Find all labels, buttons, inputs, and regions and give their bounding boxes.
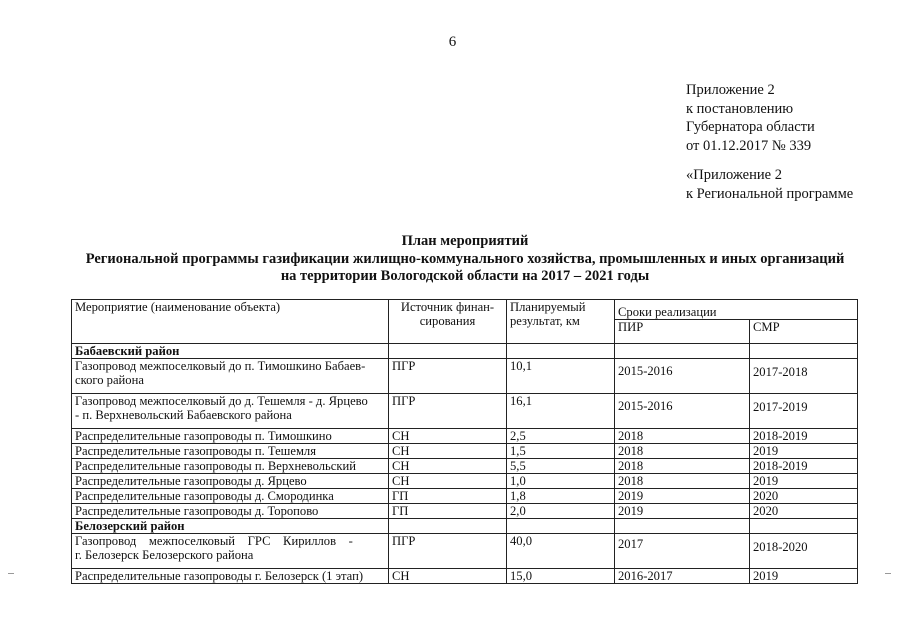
plan-table: [71, 299, 858, 584]
cell-source: СН: [389, 429, 507, 444]
cell-name: Распределительные газопроводы д. Смородинка: [72, 489, 389, 504]
cell-source: СН: [389, 459, 507, 474]
cell-name: Распределительные газопроводы п. Тешемля: [72, 444, 389, 459]
margin-mark-left: [8, 573, 14, 574]
cell-smr: 2017-2019: [750, 394, 858, 429]
cell-name: Распределительные газопроводы г. Белозерск (1 этап): [72, 569, 389, 584]
cell-name: [72, 359, 389, 394]
district-name: Бабаевский район: [72, 344, 389, 359]
cell-name-line: Газопровод межпоселковый ГРС Кириллов -: [75, 534, 353, 548]
table-row: [72, 429, 858, 444]
cell-name-line: Газопровод межпоселковый до п. Тимошкино Бабаев-: [75, 359, 366, 373]
title-line: План мероприятий: [401, 233, 529, 249]
cell-source: СН: [389, 444, 507, 459]
cell-result: 10,1: [507, 359, 615, 394]
cell-source: СН: [389, 474, 507, 489]
cell-pir: 2015-2016: [615, 394, 750, 429]
table-row: [72, 444, 858, 459]
table-row: [72, 534, 858, 569]
cell-name: Распределительные газопроводы п. Тимошкино: [72, 429, 389, 444]
cell-result: 2,5: [507, 429, 615, 444]
cell-smr: 2018-2019: [750, 459, 858, 474]
cell-smr: 2020: [750, 489, 858, 504]
cell-name-line: ского района: [75, 373, 144, 387]
cell-pir: 2019: [615, 489, 750, 504]
cell-result: 1,0: [507, 474, 615, 489]
district-row: [72, 519, 858, 534]
cell-name: Распределительные газопроводы д. Ярцево: [72, 474, 389, 489]
appendix-line: от 01.12.2017 № 339: [686, 137, 812, 154]
cell-smr: 2018-2019: [750, 429, 858, 444]
table-row: [72, 359, 858, 394]
cell-result: 15,0: [507, 569, 615, 584]
cell-name-line: г. Белозерск Белозерского района: [75, 548, 254, 562]
cell-smr: 2019: [750, 444, 858, 459]
cell-name: [72, 394, 389, 429]
header-terms: Сроки реализации: [615, 300, 858, 320]
cell-name-line: - п. Верхневольский Бабаевского района: [75, 408, 292, 422]
cell-smr: 2017-2018: [750, 359, 858, 394]
table-row: [72, 474, 858, 489]
cell-smr: 2019: [750, 474, 858, 489]
cell-result: 1,8: [507, 489, 615, 504]
cell-pir: 2018: [615, 459, 750, 474]
appendix-line: к постановлению: [686, 100, 794, 117]
document-title: [0, 233, 905, 286]
cell-name-line: Газопровод межпоселковый до д. Тешемля - д. Ярцево: [75, 394, 368, 408]
header-name: Мероприятие (наименование объекта): [72, 300, 389, 344]
district-row: [72, 344, 858, 359]
table-row: [72, 394, 858, 429]
cell-source: ПГР: [389, 359, 507, 394]
header-result-line1: Планируемый: [510, 300, 586, 314]
cell-source: ПГР: [389, 394, 507, 429]
appendix-quote-line: «Приложение 2: [686, 167, 782, 183]
cell-source: ПГР: [389, 534, 507, 569]
title-line: на территории Вологодской области на 2017 – 2021 годы: [280, 268, 650, 284]
cell-result: 16,1: [507, 394, 615, 429]
cell-name: Распределительные газопроводы п. Верхневольский: [72, 459, 389, 474]
appendix-quote-line: к Региональной программе: [686, 185, 854, 202]
cell-source: ГП: [389, 489, 507, 504]
header-result-line2: результат, км: [510, 314, 580, 328]
header-result: [507, 300, 615, 344]
cell-pir: 2015-2016: [615, 359, 750, 394]
cell-pir: 2016-2017: [615, 569, 750, 584]
header-source-line2: сирования: [419, 314, 476, 328]
cell-result: 40,0: [507, 534, 615, 569]
table-row: [72, 504, 858, 519]
cell-pir: 2019: [615, 504, 750, 519]
cell-result: 5,5: [507, 459, 615, 474]
cell-pir: 2018: [615, 444, 750, 459]
header-smr: СМР: [750, 320, 858, 344]
header-source: [389, 300, 507, 344]
table-header-row: [72, 300, 858, 320]
cell-smr: 2019: [750, 569, 858, 584]
cell-source: ГП: [389, 504, 507, 519]
appendix-line: Губернатора области: [686, 119, 815, 135]
cell-source: СН: [389, 569, 507, 584]
table-row: [72, 569, 858, 584]
cell-smr: 2018-2020: [750, 534, 858, 569]
cell-name: Распределительные газопроводы д. Торопово: [72, 504, 389, 519]
margin-mark-right: [885, 573, 891, 574]
cell-pir: 2018: [615, 429, 750, 444]
cell-result: 1,5: [507, 444, 615, 459]
table-row: [72, 459, 858, 474]
header-pir: ПИР: [615, 320, 750, 344]
district-name: Белозерский район: [72, 519, 389, 534]
cell-smr: 2020: [750, 504, 858, 519]
cell-name: [72, 534, 389, 569]
appendix-line: Приложение 2: [686, 82, 775, 98]
table-row: [72, 489, 858, 504]
header-source-line1: Источник финан-: [400, 300, 495, 314]
title-line: Региональной программы газификации жилищно-коммунального хозяйства, промышленных и иных организаций: [85, 250, 845, 267]
appendix-header: [686, 81, 815, 155]
cell-result: 2,0: [507, 504, 615, 519]
page-number: 6: [448, 34, 457, 50]
cell-pir: 2017: [615, 534, 750, 569]
cell-pir: 2018: [615, 474, 750, 489]
appendix-quote: [686, 166, 853, 203]
